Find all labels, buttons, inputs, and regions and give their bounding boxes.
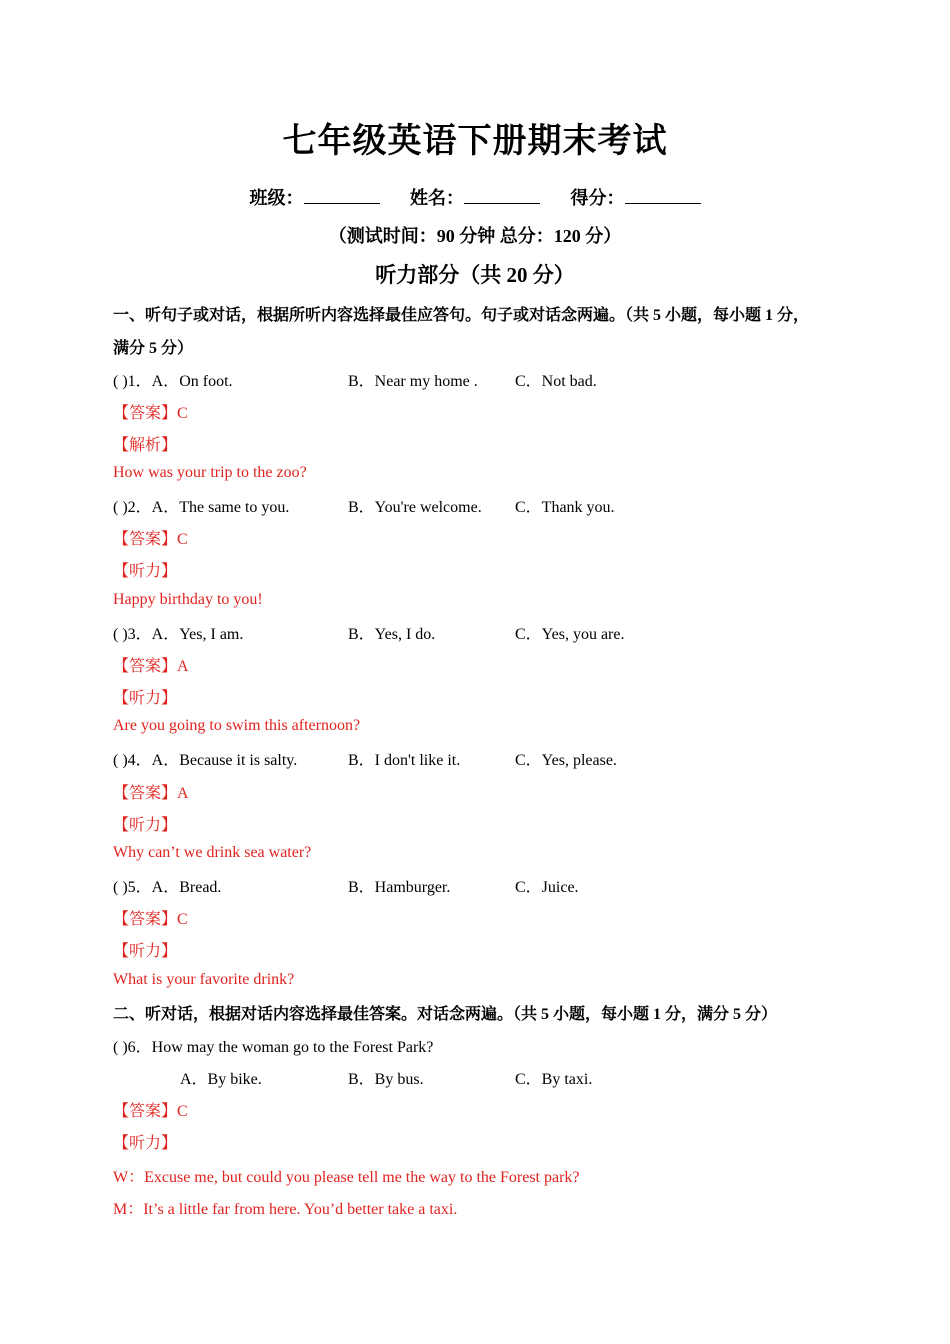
question-2 xyxy=(113,494,615,517)
question-3-stem: ( )3．A．Yes, I am. xyxy=(113,626,244,643)
question-2-answer: 【答案】C xyxy=(113,531,188,548)
question-1-answer: 【答案】C xyxy=(113,405,188,422)
question-5-option-c: C．Juice. xyxy=(515,879,579,896)
question-3-option-b: B．Yes, I do. xyxy=(348,626,436,643)
exam-title: 七年级英语下册期末考试 xyxy=(282,123,668,160)
question-1-option-b: B．Near my home . xyxy=(348,373,478,390)
question-2-stem: ( )2．A．The same to you. xyxy=(113,499,290,516)
name-label: 姓名： xyxy=(410,188,464,208)
question-6-answer: 【答案】C xyxy=(113,1103,188,1120)
question-2-tag: 【听力】 xyxy=(113,563,178,580)
question-3-option-c: C．Yes, you are. xyxy=(515,626,625,643)
question-1-script: How was your trip to the zoo? xyxy=(113,464,307,481)
section2-instruction: 二、听对话，根据对话内容选择最佳答案。对话念两遍。（共 5 小题，每小题 1 分，满分 5 分） xyxy=(113,1006,778,1023)
question-6-script-m: M：It’s a little far from here. You’d better take a taxi. xyxy=(113,1201,458,1218)
question-5-answer: 【答案】C xyxy=(113,911,188,928)
question-5-stem: ( )5．A．Bread. xyxy=(113,879,222,896)
question-2-option-b: B．You're welcome. xyxy=(348,499,482,516)
question-1-stem: ( )1．A．On foot. xyxy=(113,373,233,390)
question-1-tag: 【解析】 xyxy=(113,437,178,454)
question-5-tag: 【听力】 xyxy=(113,943,178,960)
section1-instruction-1: 一、听句子或对话，根据所听内容选择最佳应答句。句子或对话念两遍。（共 5 小题，每小题 1 分， xyxy=(113,307,810,324)
score-blank[interactable] xyxy=(625,189,701,204)
question-6-stem: ( )6．How may the woman go to the Forest Park? xyxy=(113,1039,434,1056)
question-4-option-b: B．I don't like it. xyxy=(348,752,461,769)
question-4-script: Why can’t we drink sea water? xyxy=(113,844,312,861)
question-1 xyxy=(113,368,597,391)
question-2-script: Happy birthday to you! xyxy=(113,591,263,608)
class-label: 班级： xyxy=(249,188,304,208)
question-3-answer: 【答案】A xyxy=(113,658,189,675)
question-4-tag: 【听力】 xyxy=(113,817,178,834)
student-info-line xyxy=(0,184,950,210)
section1-instruction-2: 满分 5 分） xyxy=(113,340,194,357)
score-label: 得分： xyxy=(570,188,625,208)
question-6-tag: 【听力】 xyxy=(113,1135,178,1152)
question-4 xyxy=(113,747,617,770)
question-1-option-c: C．Not bad. xyxy=(515,373,597,390)
question-3 xyxy=(113,621,625,644)
question-4-option-c: C．Yes, please. xyxy=(515,752,617,769)
part-title: 听力部分（共 20 分） xyxy=(375,263,575,287)
question-4-answer: 【答案】A xyxy=(113,785,189,802)
question-2-option-c: C．Thank you. xyxy=(515,499,615,516)
class-blank[interactable] xyxy=(304,189,380,204)
name-blank[interactable] xyxy=(464,189,540,204)
question-6-option-c: C．By taxi. xyxy=(515,1071,593,1088)
question-6-script-w: W：Excuse me, but could you please tell me the way to the Forest park? xyxy=(113,1169,580,1186)
question-3-tag: 【听力】 xyxy=(113,690,178,707)
time-line: （测试时间：90 分钟 总分：120 分） xyxy=(328,226,622,246)
question-3-script: Are you going to swim this afternoon? xyxy=(113,717,361,734)
question-6-option-a: A．By bike. xyxy=(180,1071,262,1088)
question-5-option-b: B．Hamburger. xyxy=(348,879,451,896)
question-5-script: What is your favorite drink? xyxy=(113,971,295,988)
question-4-stem: ( )4．A．Because it is salty. xyxy=(113,752,298,769)
question-6-option-b: B．By bus. xyxy=(348,1071,424,1088)
question-5 xyxy=(113,874,579,897)
